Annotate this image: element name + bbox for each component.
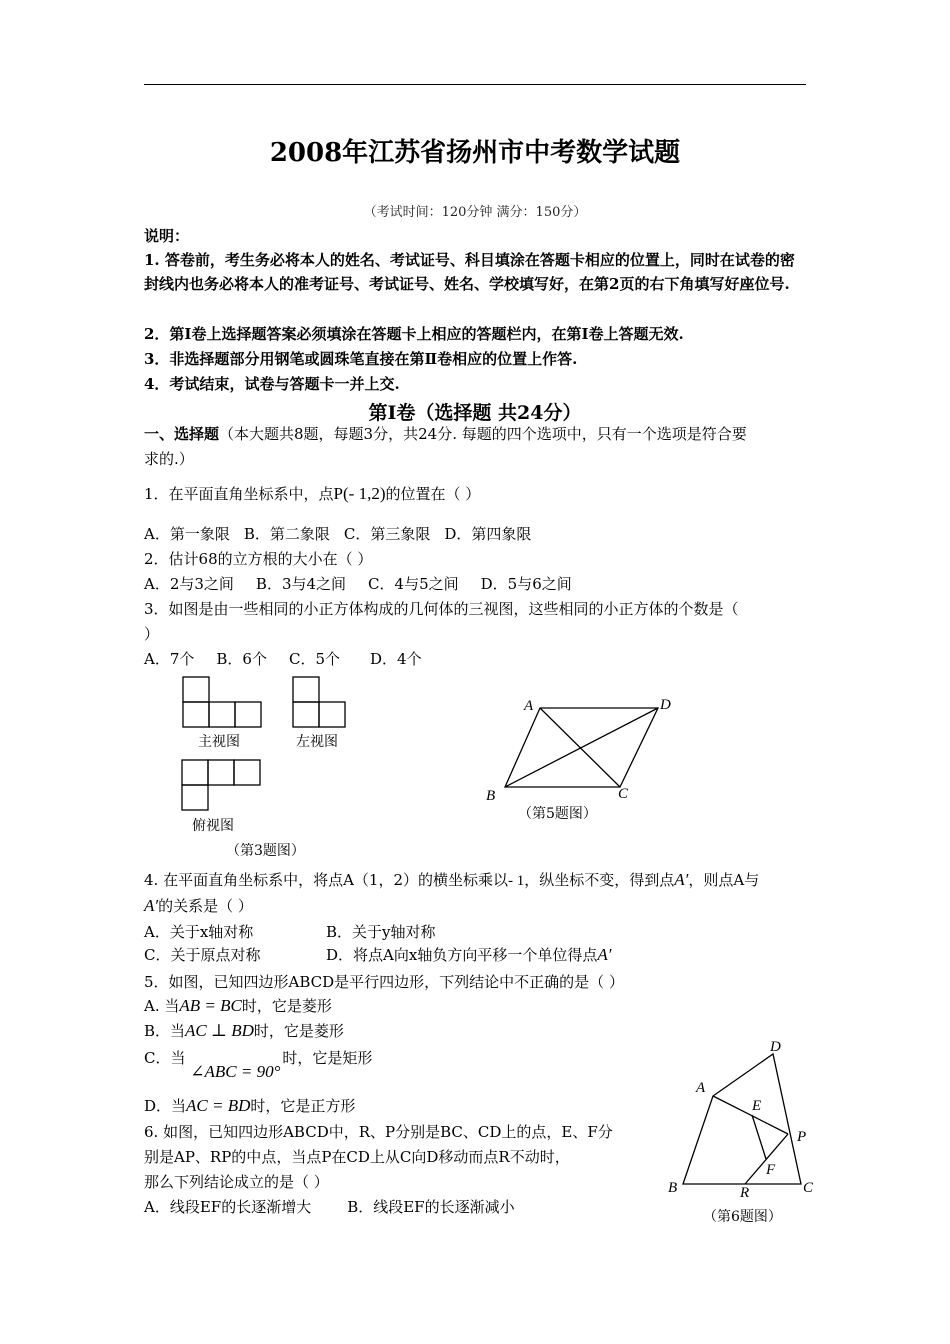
question-3-stem-1: 3．如图是由一些相同的小正方体构成的几何体的三视图，这些相同的小正方体的个数是（ [144,600,739,618]
q5-option-b-prefix: B．当 [144,1022,186,1040]
top-view-label: 俯视图 [192,818,234,834]
q5-option-a[interactable] [144,996,332,1016]
point-label-d: D [660,697,671,713]
q1-stem-b: 的位置在（ ） [385,485,481,503]
q5-option-a-suffix: 时，它是菱形 [241,997,332,1015]
section-desc-1: （本大题共8题，每题3分，共24分. 每题的四个选项中，只有一个选项是符合要 [219,425,747,443]
q2-option-b[interactable]: B．3与4之间 [255,575,347,593]
front-view-cell [235,702,261,727]
q5-option-d[interactable] [144,1096,355,1116]
front-view-label: 主视图 [198,734,240,750]
q4-line-1c: ，则点A与 [688,871,760,889]
q4-a-prime-3: A′ [597,945,612,964]
question-3-options [144,649,422,669]
point-label-p: P [797,1129,807,1145]
q1-option-a[interactable]: A．第一象限 [144,525,230,543]
front-view-cell [183,702,209,727]
left-view-cell [293,702,319,727]
section-label: 一、选择题 [144,425,220,443]
figure-6-caption: （第6题图） [703,1209,782,1225]
figure-5-caption: （第5题图） [518,806,597,822]
figure-5-parallelogram [480,690,690,805]
q5-option-a-prefix: A. 当 [144,997,180,1015]
q3-option-b[interactable]: B．6个 [216,650,267,668]
segment-ap [713,1096,788,1134]
q1-option-d[interactable]: D．第四象限 [444,525,532,543]
q4-line-1a: 4. 在平面直角坐标系中，将点A（1，2）的横坐标乘以 [144,871,509,889]
instruction-4: 4．考试结束，试卷与答题卡一并上交. [144,375,400,393]
q4-neg-one: - 1 [508,873,525,889]
point-label-a: A [524,698,534,714]
point-label-c: C [803,1180,814,1196]
top-view-cell [182,785,208,810]
q5-option-b-suffix: 时，它是菱形 [253,1022,344,1040]
question-6-line-2: 别是AP、RP的中点，当点P在CD上从C向D移动而点R不动时， [144,1148,570,1166]
q6-option-a[interactable]: A．线段EF的长逐渐增大 [144,1198,312,1216]
q3-option-a[interactable]: A．7个 [144,650,195,668]
q5-option-b-expr: AC ⊥ BD [185,1021,254,1040]
question-6-line-3: 那么下列结论成立的是（ ） [144,1173,329,1191]
q4-option-c[interactable]: C．关于原点对称 [144,946,261,964]
q2-option-a[interactable]: A．2与3之间 [144,575,234,593]
diagonal-bd [505,708,658,787]
q1-stem-a: 1．在平面直角坐标系中，点 [144,485,334,503]
q5-option-a-expr: AB = BC [179,996,242,1015]
q1-option-c[interactable]: C．第三象限 [343,525,431,543]
instructions-heading: 说明： [144,227,190,245]
header-rule [144,84,806,85]
q5-option-c-suffix: 时，它是矩形 [282,1049,373,1067]
q5-option-c-expr: ∠ABC = 90° [190,1062,281,1081]
section-description [144,424,747,444]
q2-option-c[interactable]: C．4与5之间 [368,575,459,593]
quadrilateral-abcd [683,1054,801,1184]
question-5-stem: 5．如图，已知四边形ABCD是平行四边形，下列结论中不正确的是（ ） [144,973,624,991]
point-label-d: D [770,1039,781,1055]
point-label-a: A [696,1080,706,1096]
q4-option-d-text: D．将点A向x轴负方向平移一个单位得点 [326,946,598,964]
left-view-cell [293,677,319,702]
question-6-line-1: 6. 如图，已知四边形ABCD中，R、P分别是BC、CD上的点，E、F分 [144,1123,613,1141]
instruction-2: 2．第Ⅰ卷上选择题答案必须填涂在答题卡上相应的答题栏内，在第Ⅰ卷上答题无效. [144,325,684,343]
point-label-b: B [486,788,496,804]
q5-option-d-expr: AC = BD [186,1096,251,1115]
q6-option-b[interactable]: B．线段EF的长逐渐减小 [347,1198,515,1216]
q3-option-c[interactable]: C．5个 [288,650,340,668]
q2-option-d[interactable]: D．5与6之间 [480,575,572,593]
question-6-options [144,1197,515,1217]
figure-3-caption: （第3题图） [226,843,305,859]
instruction-3: 3．非选择题部分用钢笔或圆珠笔直接在第Ⅱ卷相应的位置上作答. [144,350,578,368]
question-2-stem: 2．估计68的立方根的大小在（ ） [144,550,373,568]
section-heading: 第Ⅰ卷（选择题 共24分） [368,402,582,424]
instruction-1: 1. 答卷前，考生务必将本人的姓名、考试证号、科目填涂在答题卡相应的位置上，同时在试卷的密封线内也务必将本人的准考证号、考试证号、姓名、学校填写好，在第2页的右下角填写好座位号. [144,251,795,293]
q1-point: P(- 1,2) [333,484,386,503]
q4-line-1b: ，纵坐标不变，得到点 [524,871,675,889]
question-2-options [144,574,572,594]
left-view-label: 左视图 [296,734,338,750]
question-4-line-2 [144,896,253,916]
point-label-b: B [668,1180,678,1196]
diagonal-ac [540,708,620,787]
point-label-e: E [752,1098,762,1114]
q5-option-d-prefix: D．当 [144,1097,187,1115]
q5-option-d-suffix: 时，它是正方形 [250,1097,356,1115]
question-1-stem [144,484,480,504]
left-view-cell [319,702,345,727]
top-view-cell [182,760,208,785]
q5-option-c-prefix: C．当 [144,1049,186,1067]
q4-option-b[interactable]: B．关于y轴对称 [326,923,436,941]
q4-option-a[interactable]: A．关于x轴对称 [144,923,254,941]
exam-title: 2008年江苏省扬州市中考数学试题 [269,138,681,168]
point-label-c: C [618,786,629,802]
front-view-cell [209,702,235,727]
q1-option-b[interactable]: B．第二象限 [243,525,330,543]
top-view-cell [208,760,234,785]
top-view-cell [234,760,260,785]
point-label-f: F [766,1162,776,1178]
point-label-r: R [740,1185,750,1201]
q4-option-d[interactable] [326,945,611,965]
figure-6-quadrilateral [660,1034,830,1204]
question-1-options [144,524,531,544]
q5-option-c[interactable] [144,1048,373,1081]
q4-line-2: 的关系是（ ） [158,897,253,915]
question-4-line-1 [144,870,759,891]
front-view-cell [183,677,209,702]
q4-a-prime-2: A′ [144,896,159,915]
section-desc-2: 求的.） [144,450,194,468]
question-3-stem-2: ） [144,625,160,643]
q5-option-b[interactable] [144,1021,344,1041]
q3-option-d[interactable]: D．4个 [370,650,422,668]
q4-a-prime: A′ [674,870,689,889]
exam-subtitle: （考试时间：120分钟 满分：150分） [363,205,587,220]
